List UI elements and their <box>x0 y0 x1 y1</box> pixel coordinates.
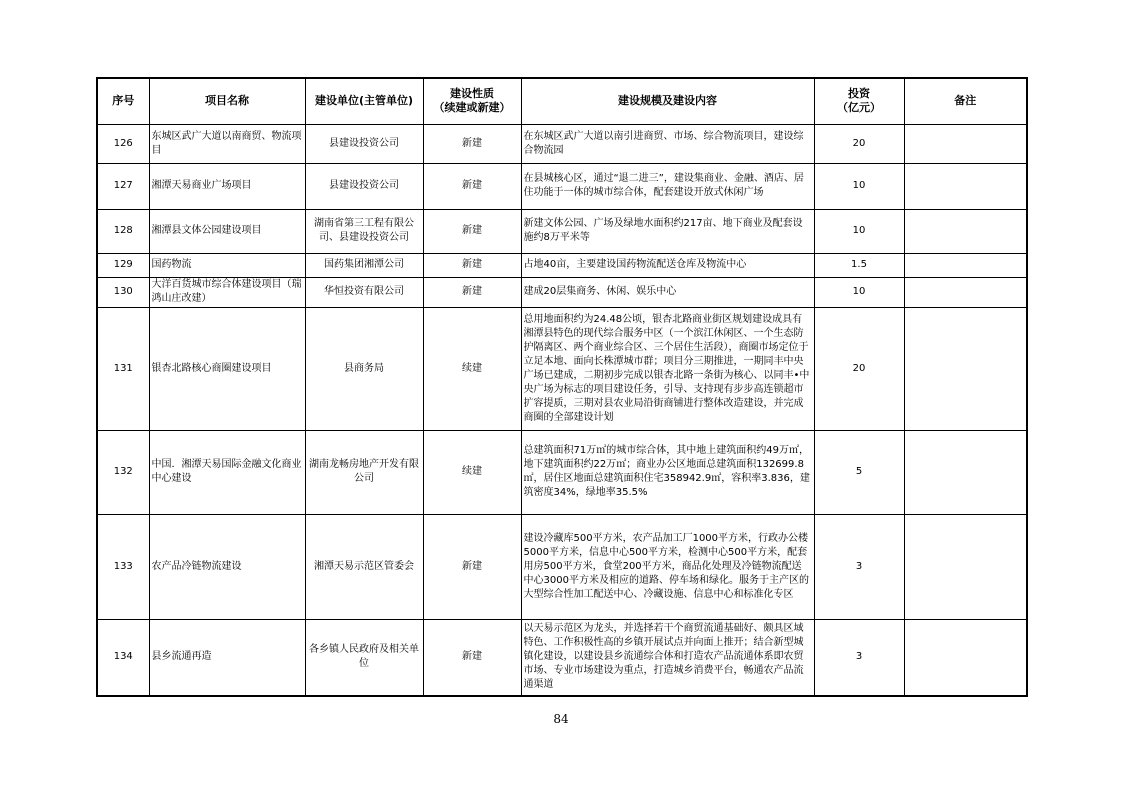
row-remark <box>904 253 1027 277</box>
header-nature-line2: （续建或新建） <box>433 101 511 115</box>
header-construction-nature <box>423 78 521 124</box>
row-remark <box>904 619 1027 696</box>
row-project-name: 大洋百货城市综合体建设项目（瑞鸿山庄改建） <box>149 277 305 307</box>
row-project-name: 国药物流 <box>149 253 305 277</box>
table-row <box>97 277 1027 307</box>
row-investment: 20 <box>814 307 904 430</box>
row-construction-unit: 各乡镇人民政府及相关单位 <box>305 619 423 696</box>
row-project-name: 东城区武广大道以南商贸、物流项目 <box>149 124 305 163</box>
row-construction-unit: 国药集团湘潭公司 <box>305 253 423 277</box>
header-nature-line1: 建设性质 <box>450 87 494 101</box>
header-construction-unit: 建设单位(主管单位) <box>305 78 423 124</box>
row-investment: 3 <box>814 619 904 696</box>
row-scope: 总建筑面积71万㎡的城市综合体，其中地上建筑面积约49万㎡，地下建筑面积约22万㎡；商业办公区地面总建筑面积132699.8㎡，居住区地面总建筑面积住宅358942.9㎡，容积率3.836，建筑密度34%，绿地率35.5% <box>521 430 814 514</box>
header-seq: 序号 <box>97 78 149 124</box>
row-construction-unit: 湖南省第三工程有限公司、县建设投资公司 <box>305 209 423 253</box>
row-scope: 建成20层集商务、休闲、娱乐中心 <box>521 277 814 307</box>
row-project-name: 银杏北路核心商圈建设项目 <box>149 307 305 430</box>
row-seq: 130 <box>97 277 149 307</box>
row-investment: 5 <box>814 430 904 514</box>
header-investment <box>814 78 904 124</box>
row-construction-unit: 湘潭天易示范区管委会 <box>305 514 423 619</box>
row-remark <box>904 430 1027 514</box>
row-scope: 以天易示范区为龙头，并选择若干个商贸流通基础好、颇具区域特色、工作积极性高的乡镇开展试点并向面上推开；结合新型城镇化建设，以建设县乡流通综合体和打造农产品流通体系即农贸市场、专业市场建设为重点，打造城乡消费平台，畅通农产品流通渠道 <box>521 619 814 696</box>
row-construction-unit: 华恒投资有限公司 <box>305 277 423 307</box>
row-seq: 131 <box>97 307 149 430</box>
row-project-name: 农产品冷链物流建设 <box>149 514 305 619</box>
table-row <box>97 124 1027 163</box>
table-header-row <box>97 78 1027 124</box>
row-investment: 10 <box>814 277 904 307</box>
row-investment: 10 <box>814 163 904 209</box>
header-invest-line1: 投资 <box>848 87 870 101</box>
project-table <box>96 77 1028 697</box>
row-scope: 在县城核心区，通过“退二进三”，建设集商业、金融、酒店、居住功能于一体的城市综合体，配套建设开放式休闲广场 <box>521 163 814 209</box>
row-remark <box>904 277 1027 307</box>
row-construction-unit: 湖南龙畅房地产开发有限公司 <box>305 430 423 514</box>
header-invest-line2: （亿元） <box>837 101 881 115</box>
row-scope: 总用地面积约为24.48公顷，银杏北路商业街区规划建设成具有湘潭县特色的现代综合服务中区（一个滨江休闲区、一个生态防护隔离区、两个商业综合区、三个居住生活段），商圈市场定位于立足本地、面向长株潭城市群；项目分三期推进，一期同丰中央广场已建成，二期初步完成以银杏北路一条街为核心、以同丰•中央广场为标志的项目建设任务，引导、支持现有步步高连锁超市扩容提质，三期对县农业局沿街商铺进行整体改造建设，并完成商圈的全部建设计划 <box>521 307 814 430</box>
row-project-name: 中国．湘潭天易国际金融文化商业中心建设 <box>149 430 305 514</box>
row-remark <box>904 307 1027 430</box>
row-nature: 新建 <box>423 163 521 209</box>
row-nature: 续建 <box>423 307 521 430</box>
header-remark: 备注 <box>904 78 1027 124</box>
row-construction-unit: 县建设投资公司 <box>305 124 423 163</box>
row-seq: 126 <box>97 124 149 163</box>
row-construction-unit: 县建设投资公司 <box>305 163 423 209</box>
row-seq: 134 <box>97 619 149 696</box>
row-project-name: 县乡流通再造 <box>149 619 305 696</box>
row-scope: 新建文体公园、广场及绿地水面积约217亩、地下商业及配套设施约8万平米等 <box>521 209 814 253</box>
row-nature: 新建 <box>423 124 521 163</box>
table-row <box>97 209 1027 253</box>
row-investment: 20 <box>814 124 904 163</box>
page-number: 84 <box>553 712 569 726</box>
row-remark <box>904 514 1027 619</box>
header-scope: 建设规模及建设内容 <box>521 78 814 124</box>
row-nature: 新建 <box>423 253 521 277</box>
row-seq: 132 <box>97 430 149 514</box>
row-scope: 在东城区武广大道以南引进商贸、市场、综合物流项目，建设综合物流园 <box>521 124 814 163</box>
row-nature: 新建 <box>423 619 521 696</box>
row-investment: 3 <box>814 514 904 619</box>
header-project-name: 项目名称 <box>149 78 305 124</box>
row-investment: 10 <box>814 209 904 253</box>
table-row <box>97 307 1027 430</box>
row-nature: 新建 <box>423 514 521 619</box>
row-scope: 建设冷藏库500平方米，农产品加工厂1000平方米，行政办公楼5000平方米，信息中心500平方米，检测中心500平方米，配套用房500平方米，食堂200平方米，商品化处理及冷链物流配送中心3000平方米及相应的道路、停车场和绿化。服务于主产区的大型综合性加工配送中心、冷藏设施、信息中心和标准化专区 <box>521 514 814 619</box>
row-remark <box>904 163 1027 209</box>
row-nature: 新建 <box>423 209 521 253</box>
row-nature: 续建 <box>423 430 521 514</box>
table-row <box>97 253 1027 277</box>
row-seq: 127 <box>97 163 149 209</box>
row-construction-unit: 县商务局 <box>305 307 423 430</box>
row-seq: 133 <box>97 514 149 619</box>
table-row <box>97 430 1027 514</box>
row-seq: 129 <box>97 253 149 277</box>
row-remark <box>904 124 1027 163</box>
row-project-name: 湘潭天易商业广场项目 <box>149 163 305 209</box>
row-seq: 128 <box>97 209 149 253</box>
row-scope: 占地40亩，主要建设国药物流配送仓库及物流中心 <box>521 253 814 277</box>
table-row <box>97 619 1027 696</box>
table-row <box>97 163 1027 209</box>
table-row <box>97 514 1027 619</box>
row-investment: 1.5 <box>814 253 904 277</box>
row-project-name: 湘潭县文体公园建设项目 <box>149 209 305 253</box>
row-nature: 新建 <box>423 277 521 307</box>
row-remark <box>904 209 1027 253</box>
